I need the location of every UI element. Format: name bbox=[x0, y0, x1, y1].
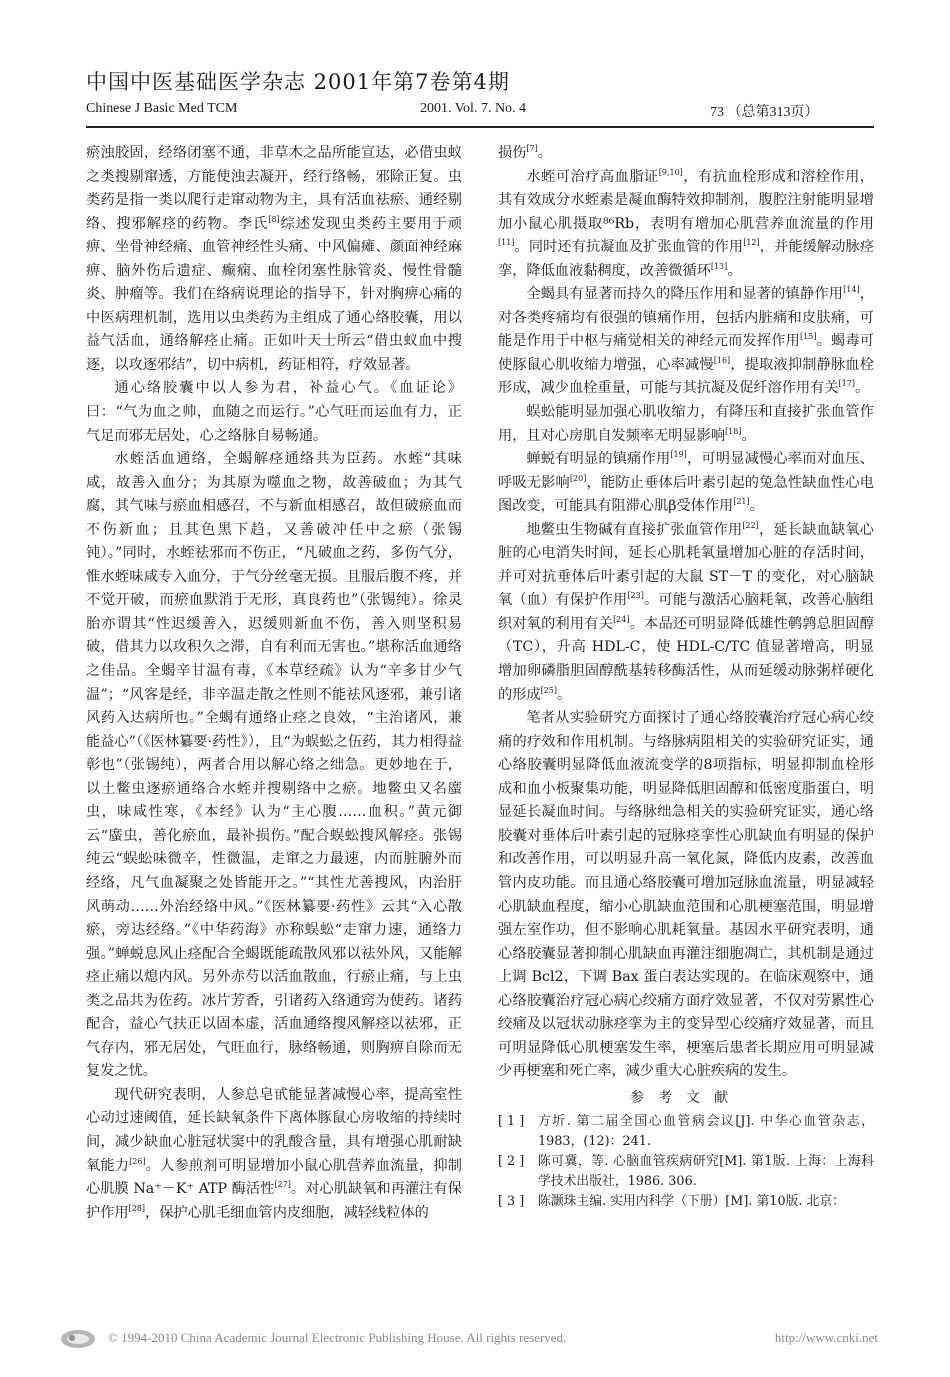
paragraph: 全蝎具有显著而持久的降压作用和显著的镇静作用[14]，对各类疼痛均有很强的镇痛作用，包括内脏痛和皮肤痛，可能是作用于中枢与痛觉相关的神经元而发挥作用[15]。蝎毒可使豚鼠心肌收缩力增强，心率减慢[16]，提取液抑制静脉血栓形成，减少血栓重量，可能与其抗凝及促纤溶作用有关[17]。 bbox=[498, 285, 874, 397]
citation[interactable]: [9,10] bbox=[658, 167, 683, 177]
citation[interactable]: [21] bbox=[733, 497, 750, 507]
reference-text: 陈可冀，等. 心脑血管疾病研究[M]. 第1版. 上海：上海科学技术出版社，1986. 306. bbox=[538, 1154, 874, 1190]
paragraph: 地鳖虫生物碱有直接扩张血管作用[22]，延长缺血缺氧心脏的心电消失时间，延长心肌耗氧量增加心脏的存活时间，并可对抗垂体后叶素引起的大鼠 ST－T 的变化，对心脑缺氧（血）有保护作用[23]。可能与激活心脑耗氧，改善心脑组织对氧的利用有关[24]。本品还可明显降低雄性鹌鹑总胆固醇（TC），升高 HDL-C，使 HDL-C/TC 值显著增高，明显增加卵磷脂胆固醇酰基转移酶活性，从而延缓动脉粥样硬化的形成[25]。 bbox=[498, 520, 874, 703]
paragraph: 蝉蜕有明显的镇痛作用[19]，可明显减慢心率而对血压、呼吸无影响[20]，能防止垂体后叶素引起的兔急性缺血性心电图改变，可能具有阻滞心肌β受体作用[21]。 bbox=[498, 450, 874, 515]
paragraph: 水蛭可治疗高血脂证[9,10]，有抗血栓形成和溶栓作用，其有效成分水蛭素是凝血酶特效抑制剂，腹腔注射能明显增加小鼠心肌摄取⁸⁶Rb，表明有增加心肌营养血流量的作用[11]。同时还有抗凝血及扩张血管的作用[12]，并能缓解动脉痉挛，降低血液黏稠度，改善微循环[13]。 bbox=[498, 167, 874, 279]
paragraph: 通心络胶囊中以人参为君，补益心气。《血证论》曰：“气为血之帅，血随之而运行。”心气旺而运血有力，正气足而邪无居处，心之络脉自易畅通。 bbox=[86, 380, 462, 444]
right-column bbox=[498, 142, 874, 1212]
citation[interactable]: [20] bbox=[569, 473, 587, 483]
citation[interactable]: [28] bbox=[128, 1203, 145, 1213]
header-divider bbox=[86, 126, 874, 128]
reference-item bbox=[498, 1152, 874, 1192]
citation[interactable]: [26] bbox=[129, 1156, 146, 1166]
citation[interactable]: [14] bbox=[843, 285, 860, 295]
volume-info: 2001. Vol. 7. No. 4 bbox=[420, 101, 527, 116]
references-heading: 参考文献 bbox=[630, 1089, 742, 1106]
journal-title-cn: 中国中医基础医学杂志 2001年第7卷第4期 bbox=[86, 70, 510, 94]
paragraph: 笔者从实验研究方面探讨了通心络胶囊治疗冠心病心绞痛的疗效和作用机制。与络脉病阻相关的实验研究证实，通心络胶囊明显降低血液流变学的8项指标，明显抑制血栓形成和血小板聚集功能，明显降低胆固醇和低密度脂蛋白，明显延长凝血时间。与络脉绌急相关的实验研究证实，通心络胶囊对垂体后叶素引起的冠脉痉挛性心肌缺血有明显的保护和改善作用，可以明显升高一氧化氮，降低内皮素，改善血管内皮功能。而且通心络胶囊可增加冠脉血流量，明显减轻心肌缺血程度，缩小心肌缺血范围和心肌梗塞范围，明显增强左室作功，但不影响心肌耗氧量。基因水平研究表明，通心络胶囊显著抑制心肌缺血再灌注细胞凋亡，其机制是通过上调 Bcl2，下调 Bax 蛋白表达实现的。在临床观察中，通心络胶囊治疗冠心病心绞痛方面疗效显著，不仅对劳累性心绞痛及以冠状动脉痉挛为主的变异型心绞痛疗效显著，而且可明显降低心肌梗塞发生率，梗塞后患者长期应用可明显减少再梗塞和死亡率，减少重大心脏疾病的发生。 bbox=[498, 710, 874, 1080]
reference-number: [ 2 ] bbox=[498, 1154, 525, 1170]
paragraph: 现代研究表明，人参总皂甙能显著减慢心率，提高室性心动过速阈值，延长缺氧条件下离体豚鼠心房收缩的持续时间，减少缺血心脏冠状窦中的乳酸含量，具有增强心肌耐缺氧能力[26]。人参煎剂可明显增加小鼠心肌营养血流量，抑制心肌膜 Na⁺－K⁺ ATP 酶活性[27]。对心肌缺氧和再灌注有保护作用[28]，保护心肌毛细血管内皮细胞，减轻线粒体的 bbox=[86, 1086, 462, 1221]
citation[interactable]: [22] bbox=[742, 520, 759, 530]
reference-number: [ 1 ] bbox=[498, 1114, 525, 1130]
reference-text: 方圻. 第二届全国心血管病会议[J]. 中华心血管杂志，1983，(12)：241. bbox=[538, 1114, 874, 1150]
page-info: 73 （总第313页） bbox=[710, 105, 819, 120]
reference-text: 陈灏珠主编. 实用内科学（下册）[M]. 第10版. 北京： bbox=[538, 1194, 845, 1210]
reference-item bbox=[498, 1112, 874, 1152]
citation[interactable]: [13] bbox=[710, 261, 728, 271]
reference-list bbox=[498, 1112, 874, 1212]
citation[interactable]: [11] bbox=[498, 238, 515, 248]
website-link[interactable]: http://www.cnki.net bbox=[774, 1330, 878, 1345]
copyright-notice: © 1994-2010 China Academic Journal Electronic Publishing House. All rights reserved. bbox=[108, 1330, 567, 1345]
citation[interactable]: [7] bbox=[526, 144, 538, 153]
citation[interactable]: [27] bbox=[274, 1180, 291, 1190]
paragraph: 瘀浊胶固，经络闭塞不通，非草木之品所能宣达，必借虫蚁之类搜剔窜透，方能使浊去凝开，经行络畅，邪除正复。虫类药是指一类以爬行走窜动物为主，具有活血祛瘀、通经剔络、搜邪解痉的药物。李氏[8]综述发现虫类药主要用于顽痹、坐骨神经痛、血管神经性头痛、中风偏瘫、颜面神经麻痹、脑外伤后遗症、癫痫、血栓闭塞性脉管炎、慢性骨髓炎、肿瘤等。我们在络病说理论的指导下，针对胸痹心痛的中医病理机制，选用以虫类药为主组成了通心络胶囊，用以益气活血，通络解痉止痛。正如叶天士所云“借虫蚁血中搜逐，以攻逐邪结”，切中病机，药证相符，疗效显著。 bbox=[86, 145, 462, 373]
reference-number: [ 3 ] bbox=[498, 1194, 525, 1210]
citation[interactable]: [17] bbox=[838, 379, 855, 389]
citation[interactable]: [16] bbox=[713, 355, 731, 365]
citation[interactable]: [12] bbox=[743, 238, 760, 248]
citation[interactable]: [15] bbox=[800, 332, 817, 342]
left-column bbox=[86, 142, 462, 1225]
citation[interactable]: [18] bbox=[725, 426, 742, 436]
citation[interactable]: [8] bbox=[268, 214, 280, 224]
paragraph: 蜈蚣能明显加强心肌收缩力，有降压和直接扩张血管作用，且对心房肌自发频率无明显影响[18]。 bbox=[498, 404, 874, 444]
citation[interactable]: [19] bbox=[670, 450, 687, 460]
citation[interactable]: [24] bbox=[613, 614, 630, 624]
reference-item bbox=[498, 1192, 874, 1212]
paragraph: 损伤[7]。 bbox=[498, 144, 552, 161]
citation[interactable]: [23] bbox=[627, 591, 644, 601]
page-footer bbox=[58, 1328, 878, 1352]
cnki-logo-icon bbox=[58, 1328, 98, 1350]
paragraph: 水蛭活血通络，全蝎解痉通络共为臣药。水蛭“其味咸，故善入血分；为其原为噬血之物，故善破血；为其气腐，其气味与瘀血相感召，不与新血相感召，故但破瘀血而不伤新血；且其色黑下趋，又善破冲任中之瘀（张锡钝）。”同时，水蛭祛邪而不伤正，“凡破血之药，多伤气分，惟水蛭味咸专入血分，于气分丝毫无损。且服后腹不疼，并不觉开破，而瘀血默消于无形，真良药也”（张锡纯）。徐灵胎亦谓其“性迟缓善入，迟缓则新血不伤，善入则坚积易破，借其力以攻积久之滞，自有利而无害也。”堪称活血通络之佳品。全蝎辛甘温有毒，《本草经疏》认为“辛多甘少气温”；“风客是经，非辛温走散之性则不能祛风逐邪，兼引诸风药入达病所也。”全蝎有通络止痉之良效，“主治诸风，兼能益心”（《医林纂要·药性》），且“为蜈蚣之伍药，其力相得益彰也”（张锡纯），两者合用以解心络之绌急。更妙地在于，以土鳖虫逐瘀通络合水蛭并搜剔络中之瘀。地鳖虫又名䗪虫，味咸性寒，《本经》认为“主心腹……血积。”黄元御云“䗪虫，善化瘀血，最补损伤。”配合蜈蚣搜风解痉。张锡纯云“蜈蚣味微辛，性微温，走窜之力最速，内而脏腑外而经络，凡气血凝聚之处皆能开之。”“其性尤善搜风，内治肝风萌动……外治经络中风。”《医林纂要·药性》云其“入心散瘀，旁达经络。”《中华药海》亦称蜈蚣“走窜力速，通络力强。”蝉蜕息风止痉配合全蝎既能疏散风邪以祛外风，又能解痉止痛以熄内风。另外赤芍以活血散血，行瘀止痛，与上虫类之品共为佐药。冰片芳香，引诸药入络通窍为使药。诸药配合，益心气扶正以固本虚，活血通络搜风解痉以祛邪，正气存内，邪无居处，气旺血行，脉络畅通，则胸痹自除而无复发之忧。 bbox=[86, 451, 462, 1080]
citation[interactable]: [25] bbox=[540, 685, 557, 695]
journal-title-en: Chinese J Basic Med TCM bbox=[86, 101, 238, 116]
